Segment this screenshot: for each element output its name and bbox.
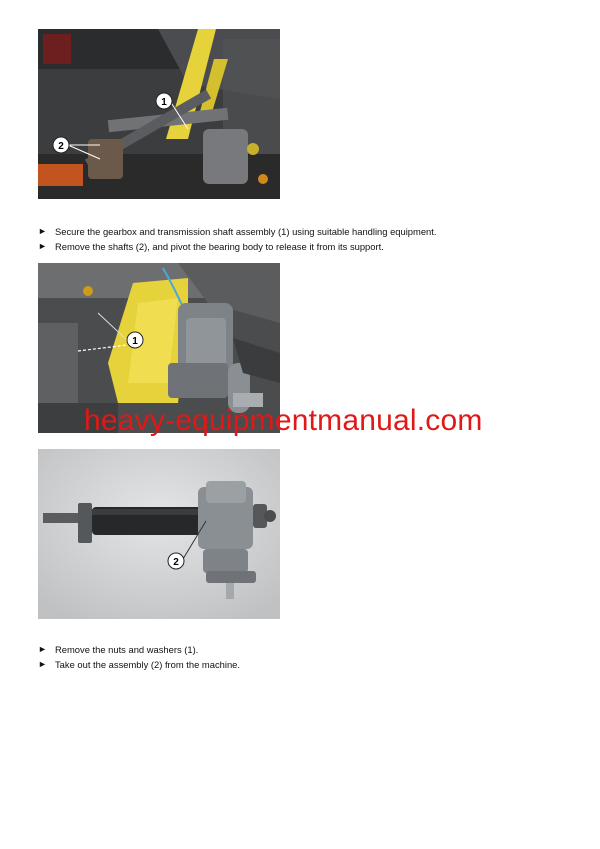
photo-gearbox-strap	[38, 29, 280, 199]
photo-1-callout-1: 1	[161, 97, 167, 108]
photo-3-illustration	[38, 449, 280, 619]
watermark-text: heavy-equipmentmanual.com	[84, 404, 483, 437]
bullet-arrow-icon: ►	[38, 659, 47, 669]
step-text: Remove the nuts and washers (1).	[55, 644, 199, 655]
bullet-arrow-icon: ►	[38, 644, 47, 654]
step-text: Take out the assembly (2) from the machine.	[55, 659, 240, 670]
steps-list-1	[38, 224, 436, 254]
photo-1-illustration	[38, 29, 280, 199]
step-text: Secure the gearbox and transmission shaft assembly (1) using suitable handling equipment.	[55, 226, 437, 237]
bullet-arrow-icon: ►	[38, 241, 47, 251]
step-item	[38, 642, 240, 657]
bullet-arrow-icon: ►	[38, 226, 47, 236]
photo-removed-assembly	[38, 449, 280, 619]
steps-list-2	[38, 642, 240, 672]
step-item	[38, 224, 436, 239]
photo-3-callout-2: 2	[173, 557, 179, 568]
photo-2-callout-1: 1	[132, 336, 138, 347]
step-item	[38, 657, 240, 672]
step-item	[38, 239, 436, 254]
photo-1-callout-2: 2	[58, 141, 64, 152]
step-text: Remove the shafts (2), and pivot the bearing body to release it from its support.	[55, 241, 384, 252]
